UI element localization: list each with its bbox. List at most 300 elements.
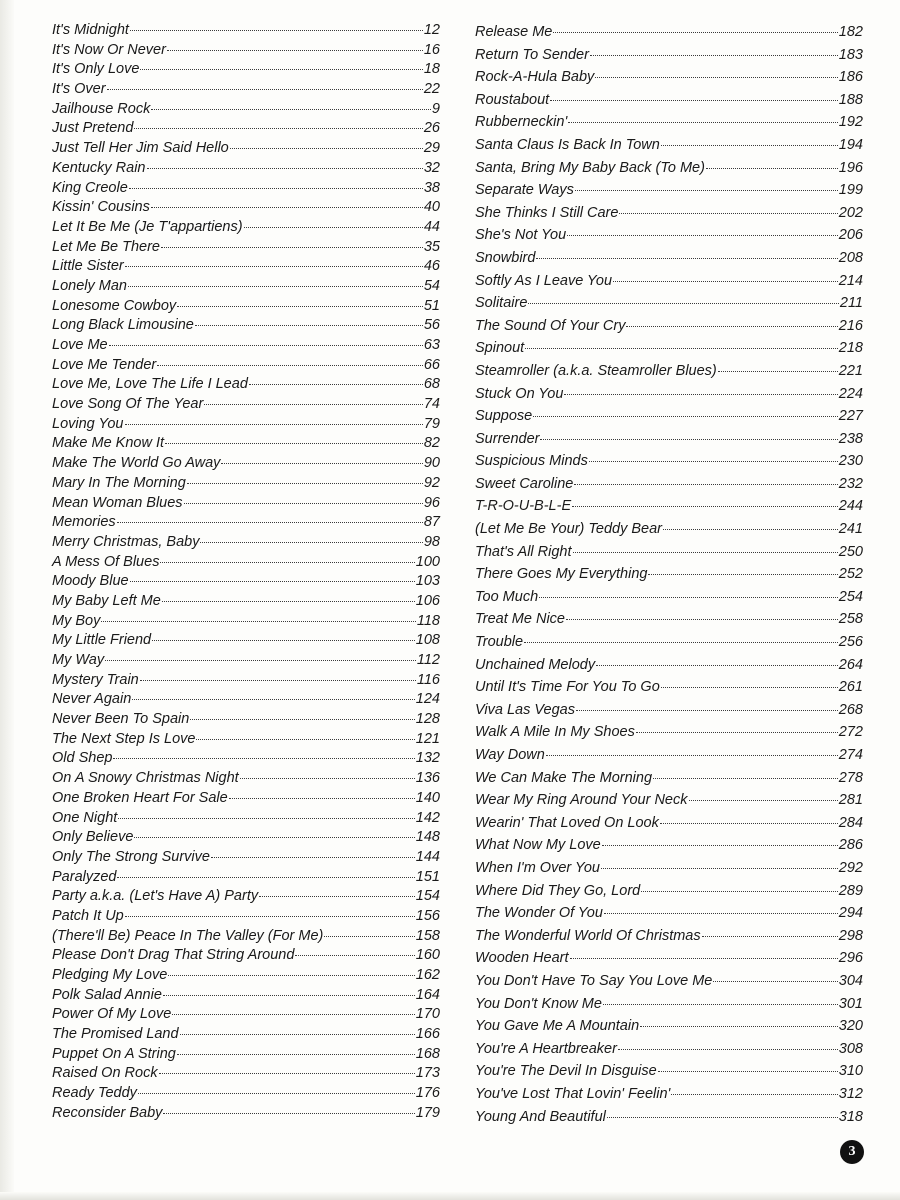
dot-leader xyxy=(200,542,422,543)
song-title: Just Pretend xyxy=(52,120,134,137)
page-reference: 54 xyxy=(423,277,440,294)
index-entry xyxy=(52,809,440,829)
dot-leader xyxy=(138,1093,415,1094)
dot-leader xyxy=(653,778,838,779)
page-reference: 202 xyxy=(838,204,863,221)
song-title: Softly As I Leave You xyxy=(475,272,613,289)
dot-leader xyxy=(134,128,422,129)
song-title: Mystery Train xyxy=(52,671,139,688)
page-reference: 261 xyxy=(838,679,863,696)
index-entry xyxy=(475,744,863,767)
dot-leader xyxy=(524,642,838,643)
page-reference: 289 xyxy=(838,882,863,899)
page-reference: 144 xyxy=(415,848,440,865)
index-entry xyxy=(52,316,440,336)
page-edge-shadow xyxy=(0,0,14,1200)
index-entry xyxy=(475,383,863,406)
dot-leader xyxy=(546,755,838,756)
dot-leader xyxy=(249,384,423,385)
dot-leader xyxy=(602,845,838,846)
index-entry xyxy=(475,699,863,722)
page-reference: 272 xyxy=(838,724,863,741)
dot-leader xyxy=(567,235,838,236)
dot-leader xyxy=(574,484,837,485)
page-reference: 292 xyxy=(838,859,863,876)
dot-leader xyxy=(533,416,838,417)
index-entry xyxy=(475,563,863,586)
song-title: Power Of My Love xyxy=(52,1006,172,1023)
page-reference: 158 xyxy=(415,927,440,944)
dot-leader xyxy=(718,371,838,372)
page-reference: 241 xyxy=(838,521,863,538)
song-title: Roustabout xyxy=(475,91,550,108)
dot-leader xyxy=(607,1117,838,1118)
page-reference: 96 xyxy=(423,494,440,511)
song-title: It's Over xyxy=(52,81,106,98)
dot-leader xyxy=(157,365,423,366)
index-entry xyxy=(475,970,863,993)
song-title: Love Me, Love The Life I Lead xyxy=(52,376,248,393)
page-reference: 9 xyxy=(431,100,440,117)
page-reference: 170 xyxy=(415,1006,440,1023)
dot-leader xyxy=(177,1054,415,1055)
song-title: Rubberneckin' xyxy=(475,114,568,131)
page-reference: 194 xyxy=(838,136,863,153)
song-title: Wearin' That Loved On Look xyxy=(475,814,659,831)
index-entry xyxy=(475,676,863,699)
song-title: She's Not You xyxy=(475,227,567,244)
page-reference: 40 xyxy=(423,199,440,216)
index-entry xyxy=(475,292,863,315)
page-reference: 148 xyxy=(415,829,440,846)
song-title: Where Did They Go, Lord xyxy=(475,882,641,899)
dot-leader xyxy=(128,286,423,287)
song-title: Moody Blue xyxy=(52,573,129,590)
song-title: King Creole xyxy=(52,179,128,196)
song-title: Unchained Melody xyxy=(475,656,596,673)
index-entry xyxy=(52,454,440,474)
page-reference: 252 xyxy=(838,566,863,583)
page-reference: 183 xyxy=(838,46,863,63)
page-reference: 250 xyxy=(838,543,863,560)
page-reference: 151 xyxy=(415,868,440,885)
dot-leader xyxy=(568,122,838,123)
index-entry xyxy=(52,238,440,258)
index-entry xyxy=(475,631,863,654)
index-entry xyxy=(52,848,440,868)
song-title: Trouble xyxy=(475,634,524,651)
song-title: Lonely Man xyxy=(52,277,127,294)
song-title: Raised On Rock xyxy=(52,1065,158,1082)
page-reference: 90 xyxy=(423,455,440,472)
index-entry xyxy=(475,495,863,518)
page-reference: 162 xyxy=(415,967,440,983)
dot-leader xyxy=(539,597,838,598)
song-title: You're A Heartbreaker xyxy=(475,1040,617,1057)
page-reference: 278 xyxy=(838,769,863,786)
index-entry xyxy=(475,360,863,383)
index-entry xyxy=(52,946,440,966)
dot-leader xyxy=(105,660,416,661)
song-title: Wooden Heart xyxy=(475,950,569,967)
song-title: Treat Me Nice xyxy=(475,611,565,628)
page-reference: 298 xyxy=(838,927,863,944)
index-entry xyxy=(475,880,863,903)
dot-leader xyxy=(172,1014,415,1015)
page-reference: 68 xyxy=(423,376,440,393)
page-reference: 56 xyxy=(423,317,440,334)
page-reference: 310 xyxy=(838,1063,863,1080)
song-title: Stuck On You xyxy=(475,385,564,402)
index-entry xyxy=(52,1064,440,1084)
song-title: Just Tell Her Jim Said Hello xyxy=(52,140,229,157)
dot-leader xyxy=(528,303,838,304)
song-title: Spinout xyxy=(475,340,525,357)
dot-leader xyxy=(240,778,415,779)
index-entry xyxy=(475,44,863,67)
page-reference: 92 xyxy=(423,474,440,491)
song-title: Way Down xyxy=(475,747,545,763)
index-entry xyxy=(52,21,440,41)
dot-leader xyxy=(570,958,838,959)
index-entry xyxy=(52,375,440,395)
index-entry xyxy=(475,857,863,880)
song-title: Let Me Be There xyxy=(52,238,160,255)
page-reference: 29 xyxy=(423,140,440,157)
dot-leader xyxy=(229,798,415,799)
page-reference: 16 xyxy=(423,41,440,58)
page-reference: 196 xyxy=(838,159,863,176)
page-reference: 176 xyxy=(415,1085,440,1102)
index-entry xyxy=(52,198,440,218)
dot-leader xyxy=(613,281,838,282)
song-title: Little Sister xyxy=(52,258,124,275)
index-entry xyxy=(52,907,440,927)
page-reference: 294 xyxy=(838,905,863,922)
page-reference: 256 xyxy=(838,634,863,651)
dot-leader xyxy=(221,463,422,464)
song-title: My Boy xyxy=(52,612,101,629)
dot-leader xyxy=(125,424,423,425)
dot-leader xyxy=(596,665,838,666)
dot-leader xyxy=(195,325,423,326)
song-title: There Goes My Everything xyxy=(475,566,648,583)
dot-leader xyxy=(564,394,837,395)
dot-leader xyxy=(168,975,415,976)
index-entry xyxy=(52,336,440,356)
song-title: Santa Claus Is Back In Town xyxy=(475,136,660,153)
page-reference: 51 xyxy=(423,297,440,314)
song-title: She Thinks I Still Care xyxy=(475,204,619,221)
song-title: Never Been To Spain xyxy=(52,711,190,728)
page-reference: 46 xyxy=(423,258,440,275)
page-reference: 286 xyxy=(838,837,863,854)
dot-leader xyxy=(140,69,422,70)
song-title: Kissin' Cousins xyxy=(52,199,150,216)
page-reference: 199 xyxy=(838,182,863,199)
dot-leader xyxy=(190,719,414,720)
index-entry xyxy=(475,111,863,134)
song-title: Separate Ways xyxy=(475,182,574,199)
dot-leader xyxy=(151,109,431,110)
song-title: (Let Me Be Your) Teddy Bear xyxy=(475,521,662,538)
page-reference: 192 xyxy=(838,114,863,131)
dot-leader xyxy=(177,306,423,307)
song-title: Long Black Limousine xyxy=(52,317,194,334)
page-reference: 258 xyxy=(838,611,863,628)
page-reference: 264 xyxy=(838,656,863,673)
page-bottom-edge xyxy=(0,1192,900,1200)
index-entry xyxy=(52,434,440,454)
song-title: Rock-A-Hula Baby xyxy=(475,69,595,86)
index-entry xyxy=(52,553,440,573)
song-title: On A Snowy Christmas Night xyxy=(52,770,239,787)
dot-leader xyxy=(147,168,423,169)
index-entry xyxy=(475,337,863,360)
dot-leader xyxy=(689,800,838,801)
page-reference: 188 xyxy=(838,91,863,108)
index-entry xyxy=(475,947,863,970)
index-entry xyxy=(52,690,440,710)
index-entry xyxy=(475,834,863,857)
page-reference: 22 xyxy=(423,81,440,98)
song-title: Puppet On A String xyxy=(52,1045,176,1062)
dot-leader xyxy=(595,77,838,78)
song-title: What Now My Love xyxy=(475,837,601,854)
dot-leader xyxy=(702,936,838,937)
page-reference: 244 xyxy=(838,498,863,515)
index-entry xyxy=(52,592,440,612)
page-reference: 166 xyxy=(415,1026,440,1043)
index-entry xyxy=(475,450,863,473)
page-reference: 179 xyxy=(415,1104,440,1121)
index-column-right xyxy=(475,21,863,1128)
page-reference: 268 xyxy=(838,701,863,718)
index-entry xyxy=(475,789,863,812)
page-reference: 208 xyxy=(838,249,863,266)
song-title: Walk A Mile In My Shoes xyxy=(475,724,635,741)
dot-leader xyxy=(259,896,415,897)
page-reference: 74 xyxy=(423,396,440,413)
page-reference: 98 xyxy=(423,533,440,550)
page-reference: 132 xyxy=(415,750,440,767)
index-entry xyxy=(52,415,440,435)
page-reference: 121 xyxy=(415,730,440,747)
page-reference: 66 xyxy=(423,356,440,373)
page-reference: 232 xyxy=(838,475,863,492)
index-entry xyxy=(52,218,440,238)
song-title: Patch It Up xyxy=(52,907,124,924)
dot-leader xyxy=(540,439,837,440)
song-title: Young And Beautiful xyxy=(475,1108,606,1125)
dot-leader xyxy=(167,50,423,51)
index-entry xyxy=(475,902,863,925)
index-entry xyxy=(475,767,863,790)
song-title: Only The Strong Survive xyxy=(52,848,210,865)
song-title: Release Me xyxy=(475,24,553,40)
index-entry xyxy=(52,710,440,730)
index-entry xyxy=(52,631,440,651)
page-reference: 124 xyxy=(415,691,440,708)
index-entry xyxy=(52,887,440,907)
song-title: Love Song Of The Year xyxy=(52,396,204,413)
page-reference: 227 xyxy=(838,408,863,425)
dot-leader xyxy=(118,818,415,819)
song-title: Wear My Ring Around Your Neck xyxy=(475,792,688,809)
dot-leader xyxy=(576,710,838,711)
song-title: Make Me Know It xyxy=(52,435,165,452)
song-title: Too Much xyxy=(475,588,539,605)
dot-leader xyxy=(641,891,838,892)
index-entry xyxy=(52,119,440,139)
page-reference: 186 xyxy=(838,69,863,86)
song-title: A Mess Of Blues xyxy=(52,553,160,570)
dot-leader xyxy=(660,823,838,824)
dot-leader xyxy=(117,522,423,523)
song-title: Surrender xyxy=(475,430,540,447)
index-entry xyxy=(475,1060,863,1083)
dot-leader xyxy=(117,877,414,878)
song-title: The Wonderful World Of Christmas xyxy=(475,927,701,944)
dot-leader xyxy=(162,601,415,602)
index-entry xyxy=(475,66,863,89)
page-reference: 318 xyxy=(838,1108,863,1125)
song-title: One Broken Heart For Sale xyxy=(52,789,228,806)
dot-leader xyxy=(129,188,423,189)
song-title: Pledging My Love xyxy=(52,967,168,983)
dot-leader xyxy=(550,100,838,101)
page-reference: 164 xyxy=(415,986,440,1003)
page-reference: 224 xyxy=(838,385,863,402)
page-reference: 44 xyxy=(423,218,440,235)
page-reference: 254 xyxy=(838,588,863,605)
dot-leader xyxy=(109,345,423,346)
song-title: One Night xyxy=(52,809,118,826)
index-entry xyxy=(52,257,440,277)
song-title: My Baby Left Me xyxy=(52,592,161,609)
page-reference: 87 xyxy=(423,514,440,531)
dot-leader xyxy=(132,699,415,700)
index-entry xyxy=(52,572,440,592)
dot-leader xyxy=(159,1073,415,1074)
dot-leader xyxy=(211,857,415,858)
song-title: Please Don't Drag That String Around xyxy=(52,947,295,964)
song-title: Let It Be Me (Je T'appartiens) xyxy=(52,218,243,235)
dot-leader xyxy=(706,168,838,169)
song-title: Suspicious Minds xyxy=(475,453,588,470)
song-title: The Next Step Is Love xyxy=(52,730,196,747)
index-entry xyxy=(52,828,440,848)
dot-leader xyxy=(187,483,423,484)
index-entry xyxy=(475,812,863,835)
song-title: When I'm Over You xyxy=(475,859,600,876)
dot-leader xyxy=(572,506,838,507)
song-title: You've Lost That Lovin' Feelin' xyxy=(475,1085,671,1102)
song-title: Merry Christmas, Baby xyxy=(52,533,200,550)
index-entry xyxy=(52,1005,440,1025)
dot-leader xyxy=(640,1026,838,1027)
index-entry xyxy=(475,21,863,44)
song-title: Suppose xyxy=(475,408,533,425)
dot-leader xyxy=(140,680,416,681)
dot-leader xyxy=(573,552,838,553)
index-entry xyxy=(52,277,440,297)
song-title: That's All Right xyxy=(475,543,572,560)
index-entry xyxy=(475,1106,863,1129)
dot-leader xyxy=(324,936,414,937)
index-entry xyxy=(475,518,863,541)
song-title: Return To Sender xyxy=(475,46,589,63)
dot-leader xyxy=(160,562,414,563)
song-title: We Can Make The Morning xyxy=(475,769,653,786)
index-entry xyxy=(475,586,863,609)
dot-leader xyxy=(295,955,414,956)
page-reference: 206 xyxy=(838,227,863,244)
dot-leader xyxy=(152,640,415,641)
index-entry xyxy=(52,474,440,494)
dot-leader xyxy=(566,619,838,620)
index-entry xyxy=(475,1015,863,1038)
page-reference: 304 xyxy=(838,972,863,989)
dot-leader xyxy=(648,574,837,575)
dot-leader xyxy=(134,837,414,838)
index-entry xyxy=(475,179,863,202)
index-entry xyxy=(475,654,863,677)
index-entry xyxy=(52,612,440,632)
index-entry xyxy=(475,1038,863,1061)
song-title: T-R-O-U-B-L-E xyxy=(475,498,572,515)
song-title: You're The Devil In Disguise xyxy=(475,1063,657,1080)
page-reference: 100 xyxy=(415,553,440,570)
index-entry xyxy=(475,541,863,564)
dot-leader xyxy=(107,89,423,90)
index-entry xyxy=(475,202,863,225)
page-reference: 312 xyxy=(838,1085,863,1102)
dot-leader xyxy=(603,1004,838,1005)
index-entry xyxy=(52,494,440,514)
index-entry xyxy=(52,159,440,179)
index-entry xyxy=(52,927,440,947)
dot-leader xyxy=(184,503,423,504)
index-entry xyxy=(52,789,440,809)
page-reference: 38 xyxy=(423,179,440,196)
dot-leader xyxy=(113,758,414,759)
page-reference: 142 xyxy=(415,809,440,826)
dot-leader xyxy=(601,868,838,869)
index-entry xyxy=(52,749,440,769)
page-reference: 116 xyxy=(416,671,440,688)
page-reference: 296 xyxy=(838,950,863,967)
page-reference: 26 xyxy=(423,120,440,137)
index-entry xyxy=(52,1045,440,1065)
index-entry xyxy=(52,966,440,986)
dot-leader xyxy=(165,443,423,444)
song-title: Polk Salad Annie xyxy=(52,986,162,1003)
song-title: Old Shep xyxy=(52,750,113,767)
song-title: Ready Teddy xyxy=(52,1085,137,1102)
song-title: Viva Las Vegas xyxy=(475,701,575,718)
index-entry xyxy=(475,925,863,948)
dot-leader xyxy=(619,213,837,214)
dot-leader xyxy=(663,529,838,530)
song-title: Reconsider Baby xyxy=(52,1104,163,1121)
dot-leader xyxy=(204,404,423,405)
page-reference: 79 xyxy=(423,415,440,432)
index-entry xyxy=(52,41,440,61)
index-entry xyxy=(52,179,440,199)
index-entry xyxy=(52,513,440,533)
index-entry xyxy=(475,428,863,451)
